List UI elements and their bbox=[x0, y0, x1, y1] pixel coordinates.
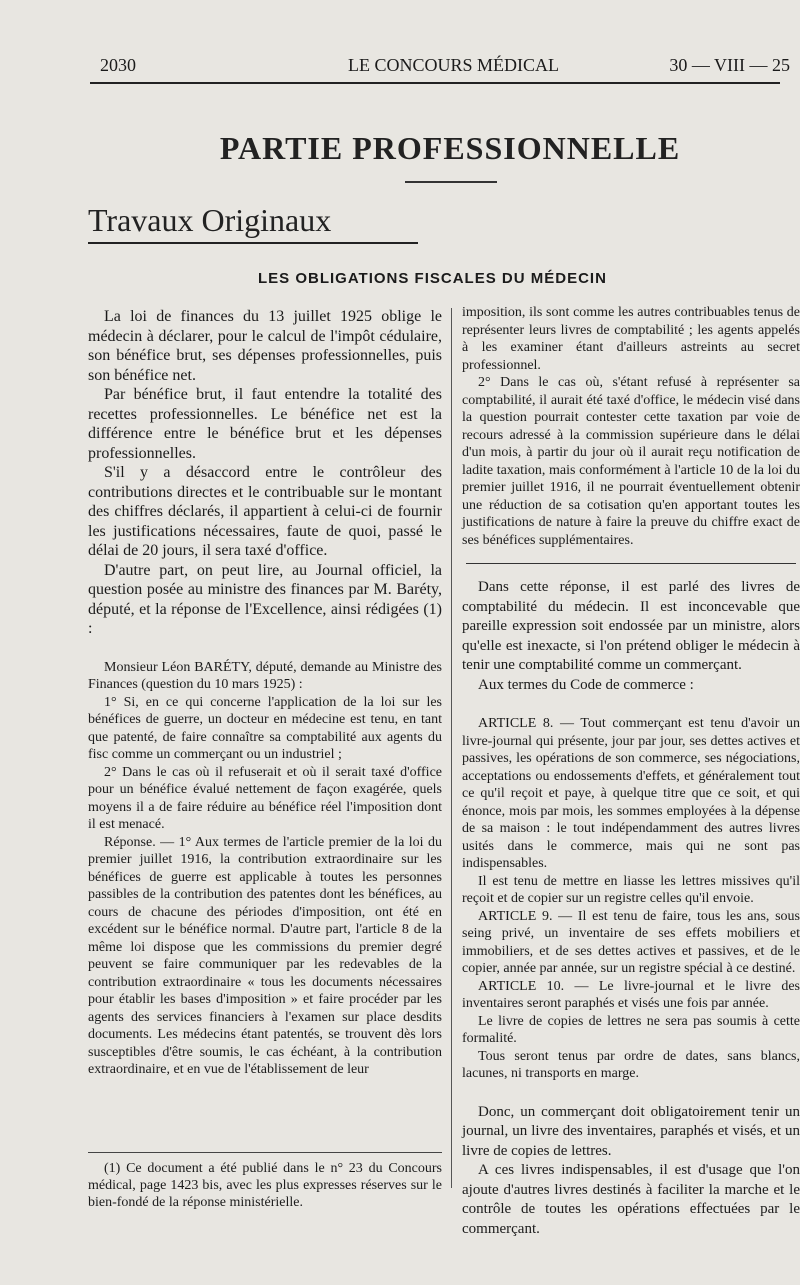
page-number: 2030 bbox=[100, 55, 136, 75]
paragraph: Donc, un commerçant doit obligatoirement tenir un journal, un livre des inventaires, paraphés et visés, et un livre de copies de lettres. bbox=[462, 1103, 800, 1159]
section-title: PARTIE PROFESSIONNELLE bbox=[219, 130, 681, 166]
code-excerpt bbox=[462, 715, 800, 1083]
paragraph: Dans cette réponse, il est parlé des livres de comptabilité du médecin. Il est inconcevable que pareille expression soit endossée par un ministre, alors qu'elle est inexacte, si l'on prétend obliger le médecin à tenir une comptabilité comme un commerçant. bbox=[462, 579, 800, 673]
code-article: Il est tenu de mettre en liasse les lettres missives qu'il reçoit et de copier sur un registre celles qu'il envoie. bbox=[462, 873, 800, 906]
response-continuation bbox=[462, 304, 800, 549]
code-article: ARTICLE 10. — Le livre-journal et le livre des inventaires seront paraphés et visés une fois par année. bbox=[462, 978, 800, 1011]
paragraph: D'autre part, on peut lire, au Journal officiel, la question posée au ministre des finances par M. Baréty, député, et la réponse de l'Excellence, ainsi rédigées (1) : bbox=[88, 561, 442, 637]
right-column bbox=[462, 304, 800, 1239]
subsection-rule bbox=[88, 242, 418, 244]
paragraph: La loi de finances du 13 juillet 1925 oblige le médecin à déclarer, pour le calcul de l'impôt cédulaire, son bénéfice brut, ses dépenses professionnelles, puis son bénéfice net. bbox=[88, 308, 442, 384]
section-rule bbox=[405, 181, 497, 183]
paragraph: S'il y a désaccord entre le contrôleur des contributions directes et le contribuable sur le montant des chiffres déclarés, il appartient à celui-ci de fournir les justifications nécessaires, faute de quoi, passé le délai de 20 jours, il sera taxé d'office. bbox=[88, 464, 442, 559]
footnote: (1) Ce document a été publié dans le n° 23 du Concours médical, page 1423 bis, avec les plus expresses réserves sur le bien-fondé de la réponse ministérielle. bbox=[88, 1161, 442, 1210]
paragraph: Par bénéfice brut, il faut entendre la totalité des recettes professionnelles. Le bénéfice net est la différence entre le bénéfice brut et les dépenses professionnelles. bbox=[88, 386, 442, 462]
code-article: Tous seront tenus par ordre de dates, sans blancs, lacunes, ni transports en marge. bbox=[462, 1048, 800, 1081]
article-title: LES OBLIGATIONS FISCALES DU MÉDECIN bbox=[258, 270, 607, 287]
question-intro: Monsieur Léon BARÉTY, député, demande au Ministre des Finances (question du 10 mars 1925) : bbox=[88, 659, 442, 692]
question-item: 1° Si, en ce qui concerne l'application de la loi sur les bénéfices de guerre, un docteur en médecine est tenu, en tant que patenté, de faire connaître sa comptabilité aux agents du fisc comme un commerçant ou un industriel ; bbox=[88, 694, 442, 762]
code-article: ARTICLE 9. — Il est tenu de faire, tous les ans, sous seing privé, un inventaire de ses effets mobiliers et immobiliers, et de ses dettes actives et passives, et de le copier, année par année, sur un registre spécial à ce destiné. bbox=[462, 908, 800, 976]
running-header bbox=[100, 55, 790, 81]
paragraph: 2° Dans le cas où, s'étant refusé à représenter sa comptabilité, il aurait été taxé d'office, le médecin visé dans la question pourrait contester cette taxation par voie de recours adressé à la commission supérieure dans le délai d'un mois, à partir du jour où il aurait reçu notification de ladite taxation, mais conformément à l'article 10 de la loi du premier juillet 1916, il ne pourrait éventuellement obtenir une réduction de sa cotisation qu'en apportant toutes les justifications de nature à faire la preuve du chiffre exact de ses bénéfices supplémentaires. bbox=[462, 375, 800, 548]
question-block bbox=[88, 659, 442, 1079]
footnote-rule bbox=[88, 1152, 442, 1153]
header-rule bbox=[90, 82, 780, 84]
journal-name: LE CONCOURS MÉDICAL bbox=[348, 55, 560, 75]
separator-rule bbox=[466, 563, 796, 564]
paragraph: A ces livres indispensables, il est d'usage que l'on ajoute d'autres livres destinés à faciliter la marche et le contrôle de toutes les opérations effectuées par le commerçant. bbox=[462, 1162, 800, 1237]
question-item: 2° Dans le cas où il refuserait et où il serait taxé d'office pour un bénéfice évalué nettement de façon exagérée, quels moyens il a de faire réduire au bénéfice réel l'imposition dont il est menacé. bbox=[88, 764, 442, 832]
left-column bbox=[88, 307, 442, 1079]
paragraph: Aux termes du Code de commerce : bbox=[478, 676, 694, 693]
column-divider bbox=[451, 308, 452, 1188]
code-article: ARTICLE 8. — Tout commerçant est tenu d'avoir un livre-journal qui présente, jour par jour, ses dettes actives et passives, les opérations de son commerce, ses négociations, acceptations ou endossements d'effets, et généralement tout ce qu'il reçoit et paye, à quelque titre que ce soit, et qui énonce, mois par mois, les sommes employées à la dépense de sa maison : le tout indépendamment des autres livres usités dans le commerce, mais qui ne sont pas indispensables. bbox=[462, 716, 800, 871]
subsection-title: Travaux Originaux bbox=[88, 202, 332, 238]
response-paragraph: Réponse. — 1° Aux termes de l'article premier de la loi du premier juillet 1916, la contribution extraordinaire sur les bénéfices de guerre est applicable à toutes les personnes passibles de la contribution des patentes dont les bénéfices, au cours de chacune des périodes d'imposition, ont été en excédent sur le bénéfice normal. D'autre part, l'article 8 de la même loi dispose que les commissions du premier degré peuvent se faire communiquer par les redevables de la contribution extraordinaire « tous les documents nécessaires pour établir les bases d'imposition » et faire procéder par les agents des services financiers à l'examen sur place desdits documents. Les médecins étant patentés, se trouvent dès lors susceptibles d'être soumis, le cas échéant, à la contribution extraordinaire, et en vue de l'établissement de leur bbox=[88, 834, 442, 1077]
paragraph: imposition, ils sont comme les autres contribuables tenus de représenter leurs livres de comptabilité ; les agents appelés à les examiner étant d'ailleurs astreints au secret professionnel. bbox=[462, 305, 800, 373]
issue-date: 30 — VIII — 25 bbox=[669, 55, 790, 75]
code-article: Le livre de copies de lettres ne sera pas soumis à cette formalité. bbox=[462, 1013, 800, 1046]
